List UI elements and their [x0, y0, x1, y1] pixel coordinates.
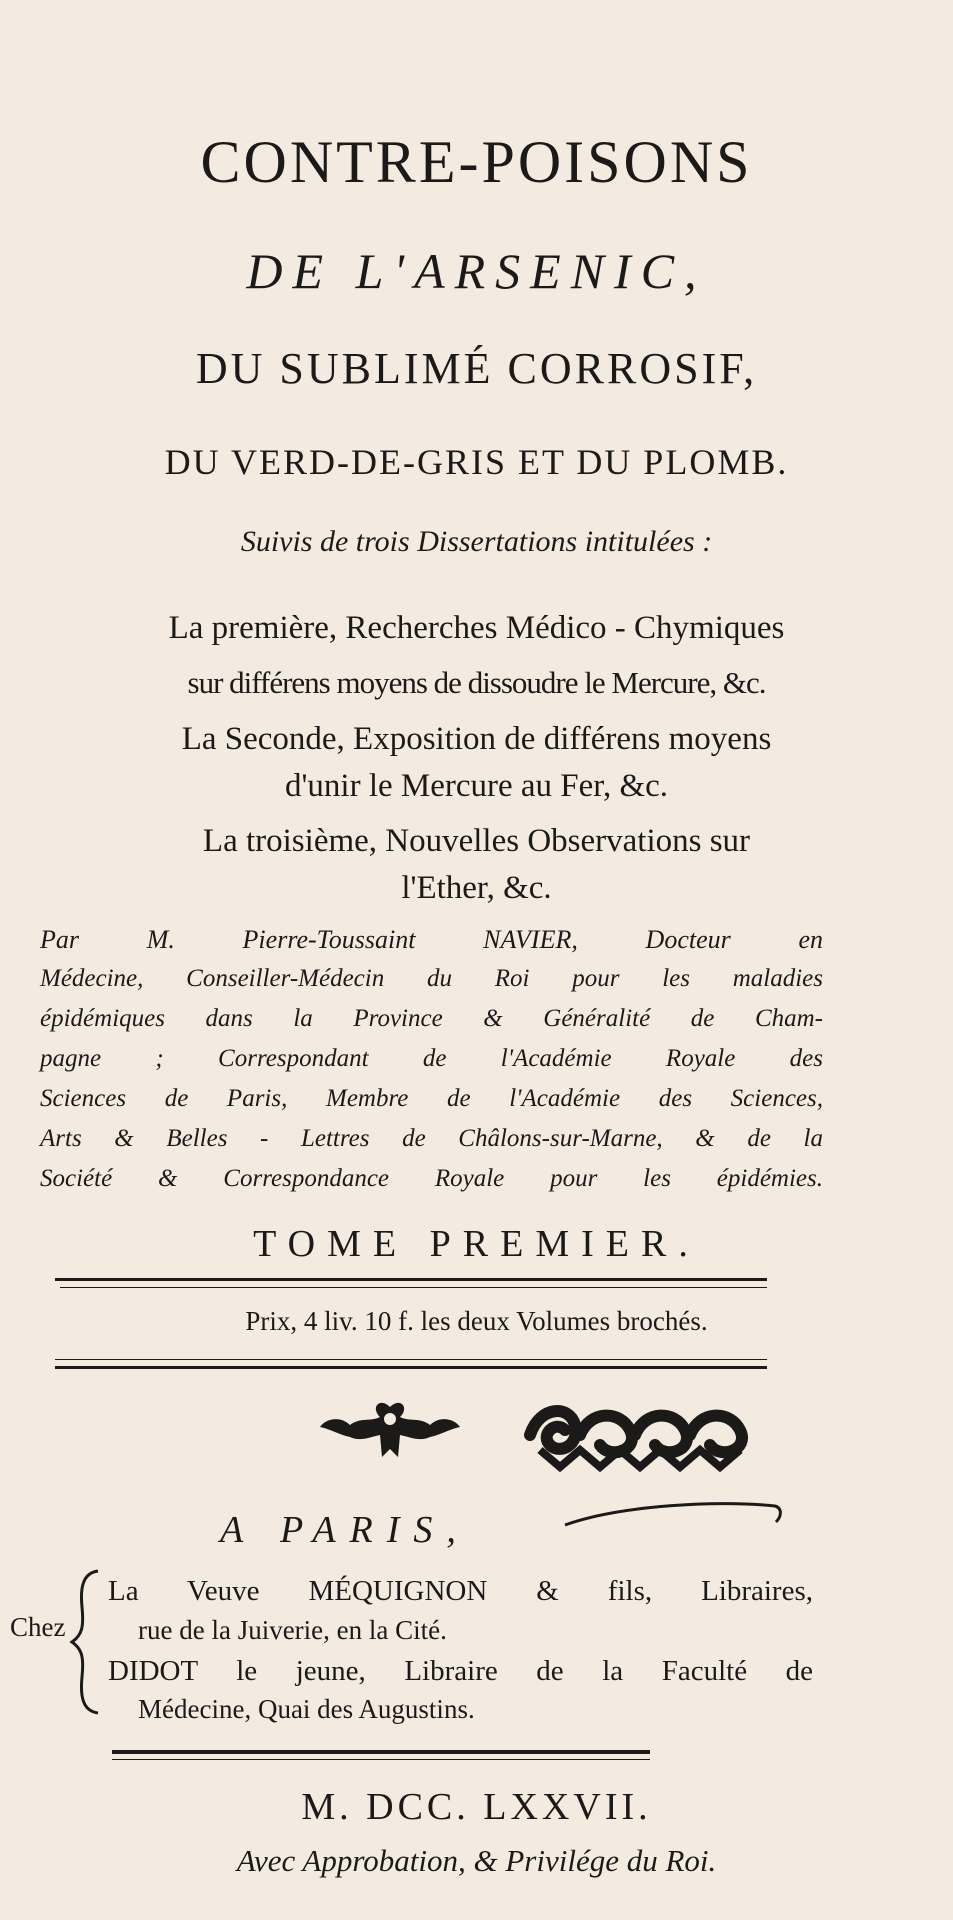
floral-ornament-icon — [310, 1397, 470, 1467]
author-line-2: Médecine, Conseiller-Médecin du Roi pour les maladies — [40, 965, 823, 992]
publisher-line-2: rue de la Juiverie, en la Cité. — [138, 1615, 447, 1645]
date-rule-thin — [112, 1759, 650, 1760]
city-flourish-icon — [560, 1500, 790, 1530]
author-line-7: Société & Correspondance Royale pour les épidémies. — [40, 1165, 823, 1192]
publisher-line-1: La Veuve MÉQUIGNON & fils, Libraires, — [108, 1575, 813, 1607]
dissertation-3-line-2: l'Ether, &c. — [401, 870, 552, 906]
price-rule-top-thick — [55, 1278, 767, 1281]
title-line-3: DU SUBLIMÉ CORROSIF, — [195, 344, 758, 393]
imprint-city: A PARIS, — [220, 1509, 470, 1551]
scroll-ornament-icon — [520, 1395, 760, 1475]
price-rule-bottom-thick — [55, 1366, 767, 1369]
price-rule-top-thin — [60, 1287, 767, 1288]
dissertation-3-line-1: La troisième, Nouvelles Observations sur — [202, 823, 751, 859]
title-line-1: CONTRE-POISONS — [200, 129, 753, 195]
chez-label: Chez — [10, 1612, 66, 1642]
author-line-4: pagne ; Correspondant de l'Académie Royale des — [40, 1045, 823, 1072]
approbation: Avec Approbation, & Privilége du Roi. — [236, 1843, 717, 1878]
price-rule-bottom-thin — [55, 1359, 767, 1360]
title-line-4: DU VERD-DE-GRIS ET DU PLOMB. — [164, 442, 789, 482]
dissertation-1-line-1: La première, Recherches Médico - Chymiques — [168, 610, 785, 646]
volume: TOME PREMIER. — [253, 1223, 700, 1265]
subtitle: Suivis de trois Dissertations intitulées : — [240, 525, 713, 558]
publisher-line-4: Médecine, Quai des Augustins. — [138, 1694, 475, 1724]
brace-icon — [68, 1567, 102, 1717]
price: Prix, 4 liv. 10 f. les deux Volumes brochés. — [245, 1306, 708, 1336]
dissertation-2-line-1: La Seconde, Exposition de différens moyens — [181, 721, 772, 757]
author-line-1: Par M. Pierre-Toussaint NAVIER, Docteur en — [40, 925, 823, 954]
publisher-line-3: DIDOT le jeune, Libraire de la Faculté de — [108, 1655, 813, 1687]
author-line-5: Sciences de Paris, Membre de l'Académie des Sciences, — [40, 1085, 823, 1112]
dissertation-1-line-2: sur différens moyens de dissoudre le Mercure, &c. — [187, 665, 766, 700]
author-line-6: Arts & Belles - Lettres de Châlons-sur-Marne, & de la — [40, 1125, 823, 1152]
publication-date: M. DCC. LXXVII. — [301, 1786, 652, 1828]
title-line-2: DE L'ARSENIC, — [246, 243, 707, 299]
author-line-3: épidémiques dans la Province & Généralité de Cham- — [40, 1005, 823, 1032]
date-rule-thick — [112, 1750, 650, 1754]
dissertation-2-line-2: d'unir le Mercure au Fer, &c. — [284, 768, 669, 804]
